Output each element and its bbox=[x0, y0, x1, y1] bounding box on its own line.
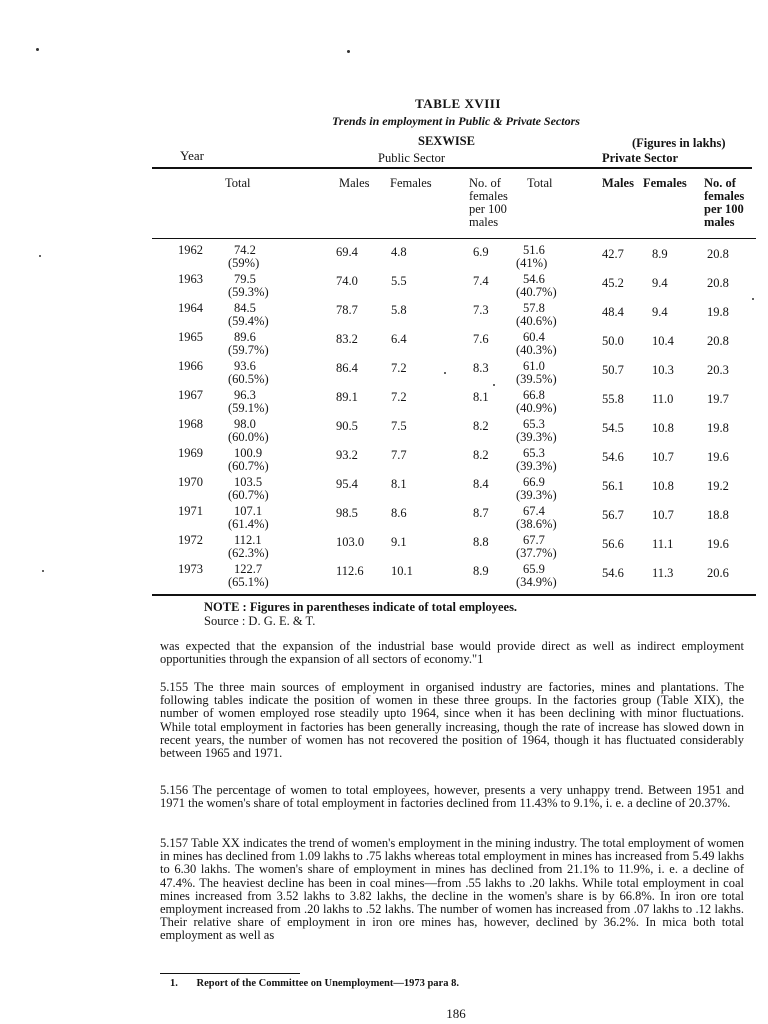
footnote-marker: 1. bbox=[170, 978, 178, 989]
table-row: 1964 84.5 (59.4%) 78.7 5.8 7.3 57.8 (40.6%) 48.4 9.4 19.8 bbox=[178, 301, 729, 328]
table-row: 1970 103.5 (60.7%) 95.4 8.1 8.4 66.9 (39.3%) 56.1 10.8 19.2 bbox=[178, 475, 729, 502]
year-header: Year bbox=[180, 148, 204, 163]
table-row: 1967 96.3 (59.1%) 89.1 7.2 8.1 66.8 (40.9%) 55.8 11.0 19.7 bbox=[178, 388, 729, 415]
table-note: NOTE : Figures in parentheses indicate of total employees. bbox=[204, 600, 518, 614]
footnote bbox=[170, 978, 459, 989]
table-title: TABLE XVIII bbox=[415, 96, 501, 111]
table-row: 1963 79.5 (59.3%) 74.0 5.5 7.4 54.6 (40.7%) 45.2 9.4 20.8 bbox=[178, 272, 729, 299]
table-row: 1962 74.2 (59%) 69.4 4.8 6.9 51.6 (41%) 42.7 8.9 20.8 bbox=[178, 243, 729, 270]
table-row: 1965 89.6 (59.7%) 83.2 6.4 7.6 60.4 (40.3%) 50.0 10.4 20.8 bbox=[178, 330, 729, 357]
public-sector-header: Public Sector bbox=[378, 151, 446, 165]
footnote-text: Report of the Committee on Unemployment—1973 para 8. bbox=[196, 978, 459, 989]
table-row: 1966 93.6 (60.5%) 86.4 7.2 8.3 61.0 (39.5%) 50.7 10.3 20.3 bbox=[178, 359, 729, 386]
paragraph-5-157: 5.157 Table XX indicates the trend of women's employment in the mining industry. The total employment of women in mines has declined from 1.09 lakhs to .75 lakhs whereas total employment in mines has increased from 5.49 lakhs to 6.30 lakhs. The women's share of employment in mines has declined from 21.1% to 11.9%, i. e. a decline of 47.4%. The heaviest decline has been in coal mines—from .55 lakhs to .20 lakhs. While total employment in coal mines increased from 3.52 lakhs to 3.82 lakhs, the decline in the women's share is by 66.8%. In iron ore total employment increased from .20 lakhs to .52 lakhs. The number of women has increased from .07 lakhs to .12 lakhs. Their relative share of employment in iron ore mines has, however, declined by 36.2%. In mica both total employment as well as bbox=[160, 836, 744, 943]
paragraph-5-155: 5.155 The three main sources of employment in organised industry are factories, mines and plantations. The following tables indicate the position of women in these three groups. In the factories group (Table XIX), the number of women employed rose steadily upto 1964, since when it has been declining with minor fluctuations. While total employment in factories has been generally increasing, though the rate of increase has slowed down in recent years, the number of women has not recovered the position of 1964, though it has fluctuated considerably between 1965 and 1971. bbox=[160, 680, 744, 761]
col-public-total-header: Total bbox=[527, 176, 553, 190]
sexwise-label: SEXWISE bbox=[418, 134, 475, 148]
table-row: 1968 98.0 (60.0%) 90.5 7.5 8.2 65.3 (39.3%) 54.5 10.8 19.8 bbox=[178, 417, 729, 444]
table-header-rule bbox=[152, 238, 756, 239]
table-row: 1971 107.1 (61.4%) 98.5 8.6 8.7 67.4 (38.6%) 56.7 10.7 18.8 bbox=[178, 504, 729, 531]
col-per100-header: No. of females per 100 males bbox=[469, 176, 508, 229]
table-row: 1973 122.7 (65.1%) 112.6 10.1 8.9 65.9 (34.9%) 54.6 11.3 20.6 bbox=[178, 562, 729, 589]
col-total-header: Total bbox=[225, 176, 251, 190]
col-pvt-females-header: Females bbox=[643, 176, 687, 190]
paragraph-5-156: 5.156 The percentage of women to total employees, however, presents a very unhappy trend. Between 1951 and 1971 the women's share of total employment in factories declined from 11.43% to 9.1%, i. e. a decline of 20.37%. bbox=[160, 783, 744, 811]
col-pvt-per100-header: No. of females per 100 males bbox=[704, 176, 745, 229]
col-males-header: Males bbox=[339, 176, 370, 190]
col-pvt-males-header: Males bbox=[602, 176, 634, 190]
page-number: 186 bbox=[446, 1006, 466, 1021]
table-source: Source : D. G. E. & T. bbox=[204, 614, 316, 628]
footnote-rule bbox=[160, 973, 300, 974]
private-sector-header: Private Sector bbox=[602, 151, 679, 165]
table-row: 1969 100.9 (60.7%) 93.2 7.7 8.2 65.3 (39.3%) 54.6 10.7 19.6 bbox=[178, 446, 729, 473]
table-row: 1972 112.1 (62.3%) 103.0 9.1 8.8 67.7 (37.7%) 56.6 11.1 19.6 bbox=[178, 533, 729, 560]
figures-unit-note: (Figures in lakhs) bbox=[632, 136, 726, 150]
table-bottom-rule bbox=[152, 594, 756, 596]
table-top-rule bbox=[152, 167, 752, 169]
table-subtitle: Trends in employment in Public & Private Sectors bbox=[332, 114, 580, 128]
paragraph-continuation: was expected that the expansion of the industrial base would provide direct as well as indirect employment opportunities through the expansion of all sectors of economy."1 bbox=[160, 639, 744, 667]
col-females-header: Females bbox=[390, 176, 432, 190]
